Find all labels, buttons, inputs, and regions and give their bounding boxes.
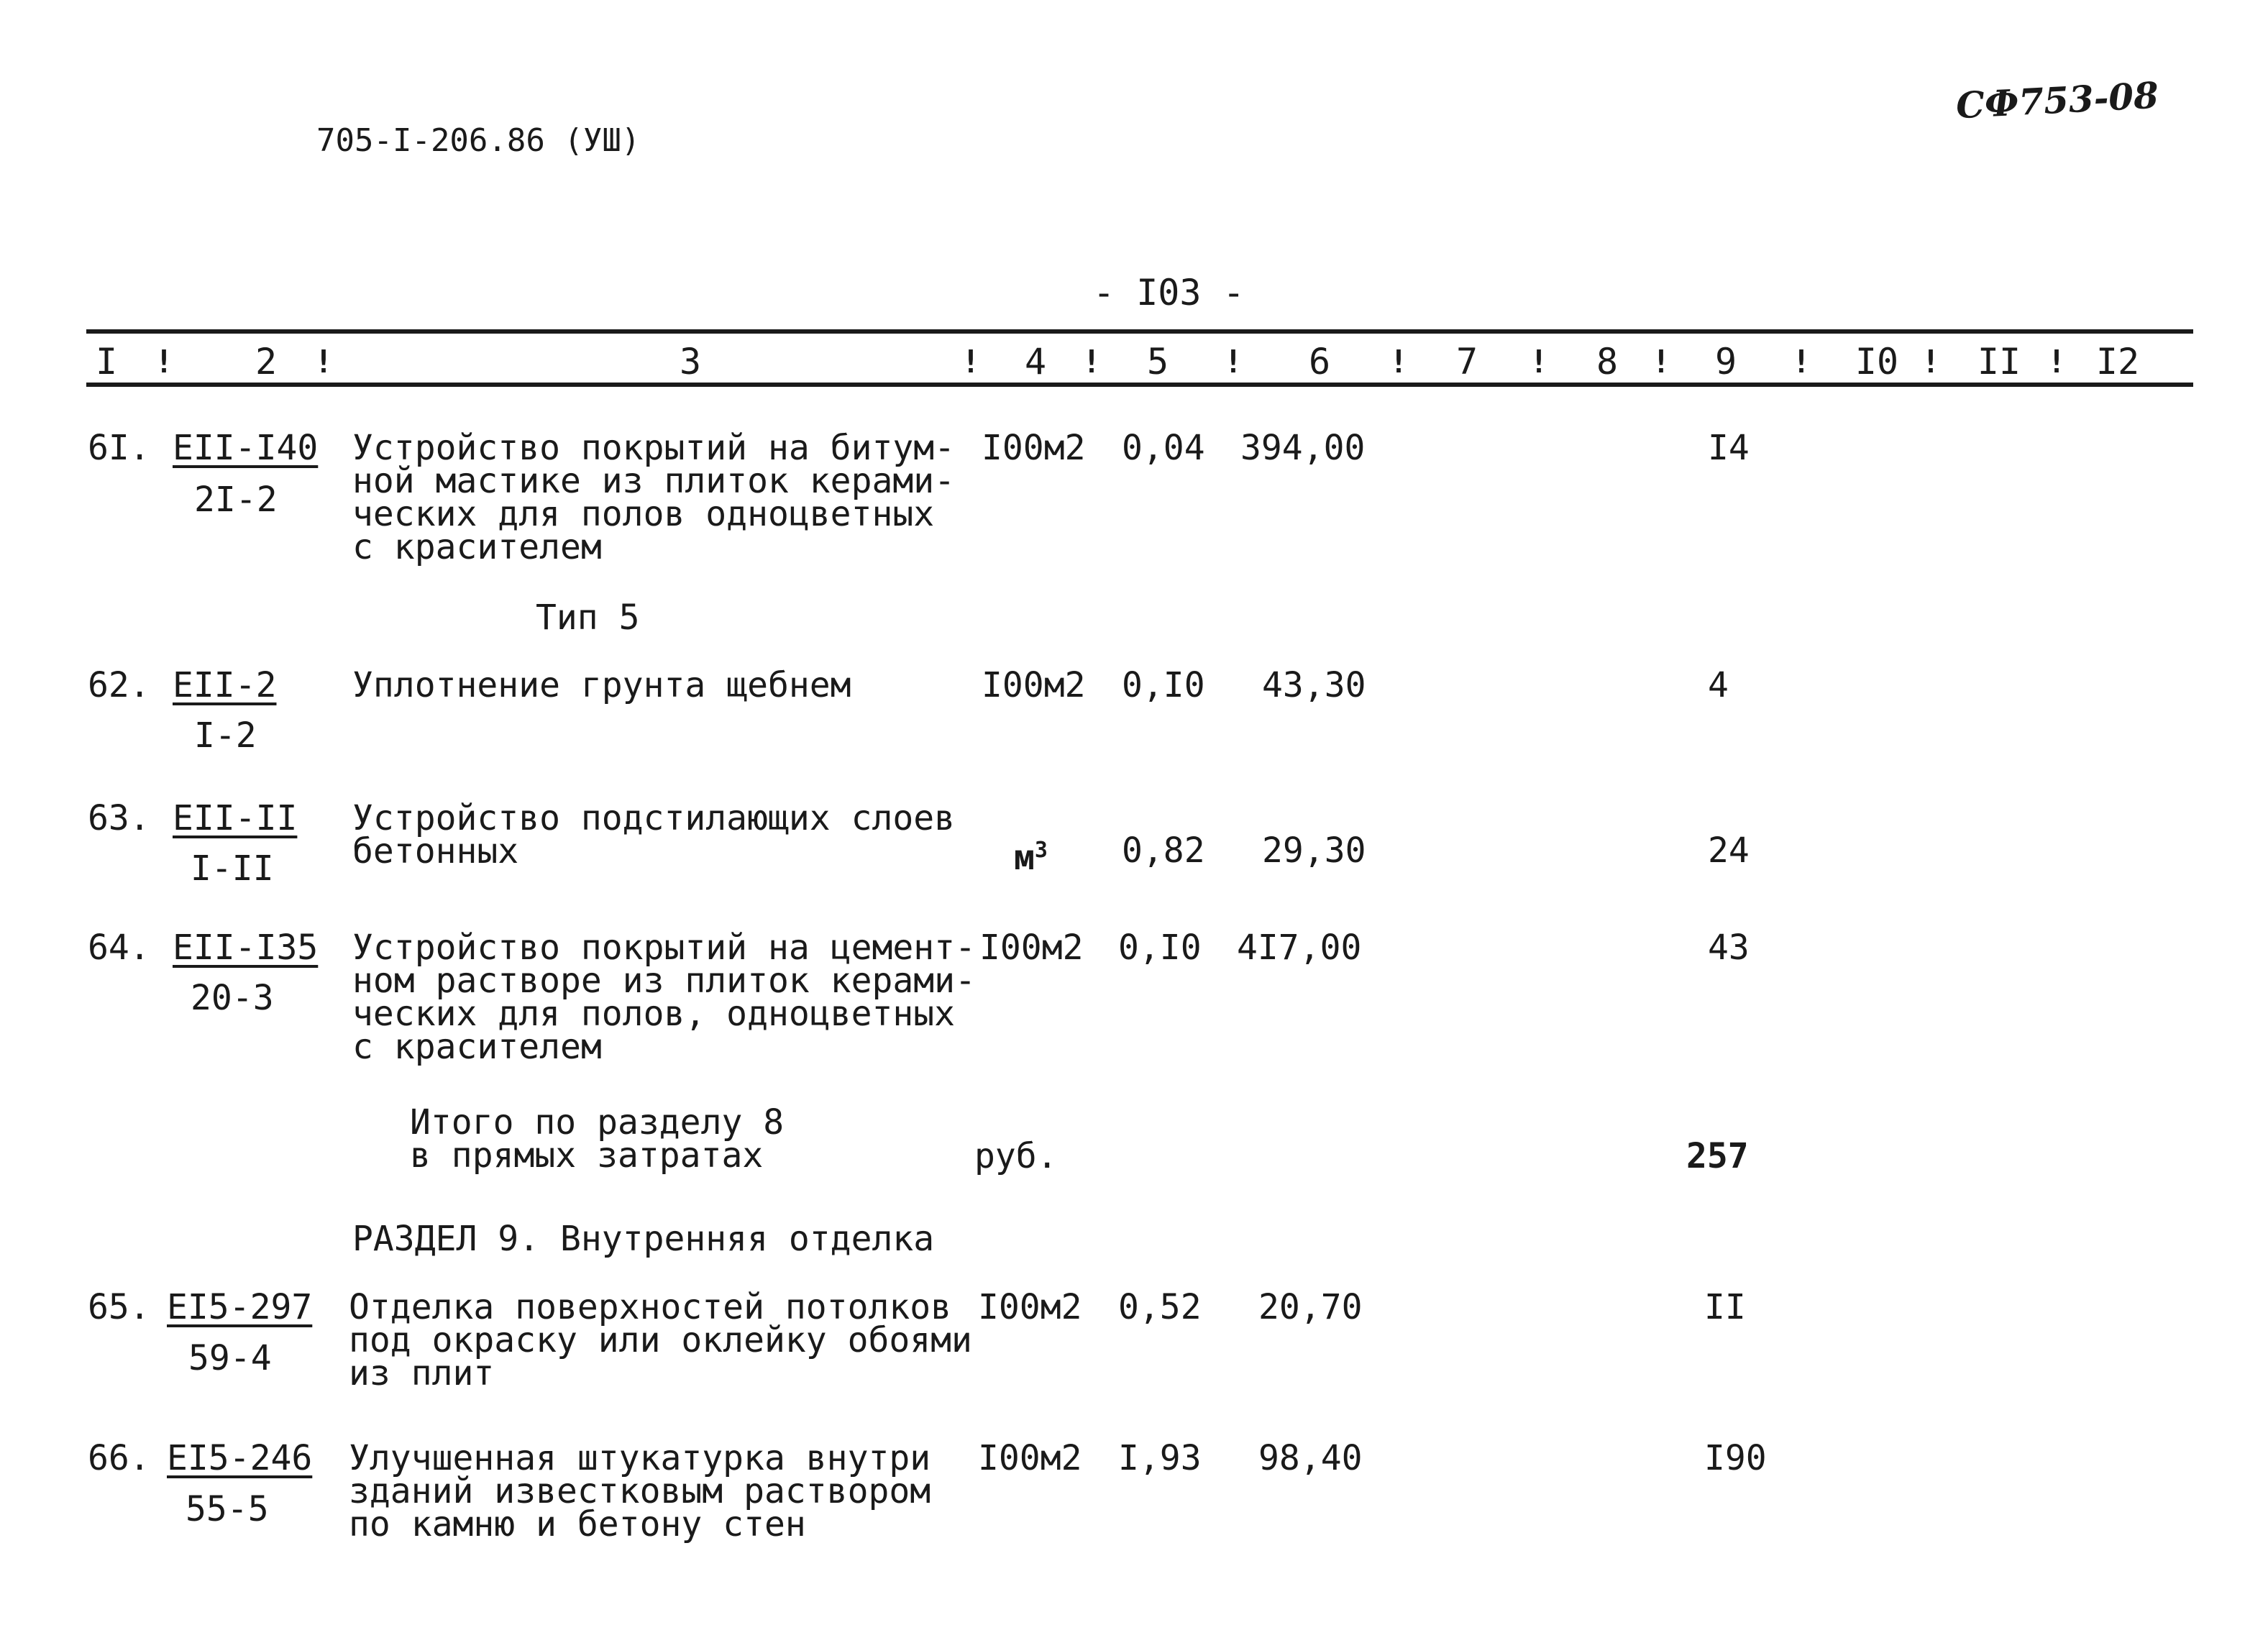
- total-cost: 4: [1708, 665, 1729, 705]
- total-cost: 24: [1708, 830, 1750, 871]
- table-top-rule: [86, 329, 2193, 334]
- rate-reference: EII-2: [173, 665, 277, 705]
- col-header-11: II: [1977, 341, 2021, 383]
- type-label: Тип 5: [536, 598, 640, 638]
- total-cost: I90: [1704, 1438, 1767, 1478]
- unit: I00м2: [978, 1287, 1082, 1327]
- section-heading: РАЗДЕЛ 9. Внутренняя отделка: [352, 1219, 935, 1259]
- col-separator: !: [1389, 344, 1409, 380]
- col-separator: !: [961, 344, 981, 380]
- unit-price: 4I7,00: [1237, 928, 1362, 968]
- rate-reference: EI5-297: [167, 1287, 313, 1327]
- col-header-1: I: [95, 341, 118, 383]
- rate-reference: EII-I40: [173, 428, 319, 468]
- quantity: 0,I0: [1118, 928, 1202, 968]
- unit-price: 29,30: [1262, 830, 1366, 871]
- quantity: 0,I0: [1122, 665, 1205, 705]
- col-header-8: 8: [1596, 341, 1619, 383]
- quantity: 0,04: [1122, 428, 1205, 468]
- rate-table-reference: I-2: [194, 715, 257, 756]
- page-number: - I03 -: [1093, 272, 1245, 313]
- row-number: 66.: [88, 1438, 150, 1478]
- rate-reference: EII-I35: [173, 928, 319, 968]
- row-number: 6I.: [88, 428, 150, 468]
- rate-table-reference: 55-5: [186, 1489, 269, 1529]
- unit-price: 394,00: [1240, 428, 1366, 468]
- row-number: 63.: [88, 798, 150, 838]
- unit-price: 20,70: [1258, 1287, 1363, 1327]
- col-separator: !: [314, 344, 334, 380]
- col-separator: !: [2047, 344, 2067, 380]
- col-separator: !: [1082, 344, 1102, 380]
- col-header-10: I0: [1855, 341, 1899, 383]
- col-header-3: 3: [679, 341, 702, 383]
- work-description: Устройство покрытий на цемент- ном растворе из плиток керами- ческих для полов, одноцветных с красителем: [352, 928, 976, 1067]
- subtotal-total: 257: [1686, 1136, 1749, 1176]
- col-separator: !: [154, 344, 174, 380]
- col-header-6: 6: [1308, 341, 1331, 383]
- subtotal-label: Итого по разделу 8 в прямых затратах: [410, 1102, 785, 1176]
- col-header-5: 5: [1146, 341, 1169, 383]
- quantity: I,93: [1118, 1438, 1202, 1478]
- row-number: 65.: [88, 1287, 150, 1327]
- rate-table-reference: I-II: [191, 848, 274, 889]
- unit: I00м2: [982, 665, 1086, 705]
- row-number: 62.: [88, 665, 150, 705]
- work-description: Устройство покрытий на битум- ной мастике из плиток керами- ческих для полов одноцветных с красителем: [352, 428, 956, 567]
- work-description: Улучшенная штукатурка внутри зданий известковым раствором по камню и бетону стен: [349, 1438, 931, 1544]
- work-description: Отделка поверхностей потолков под окраску или оклейку обоями из плит: [349, 1287, 972, 1393]
- unit-price: 43,30: [1262, 665, 1366, 705]
- table-header-rule: [86, 383, 2193, 387]
- col-separator: !: [1651, 344, 1671, 380]
- unit: I00м2: [978, 1438, 1082, 1478]
- col-header-4: 4: [1024, 341, 1047, 383]
- subtotal-unit: руб.: [974, 1136, 1058, 1176]
- col-header-2: 2: [255, 341, 278, 383]
- row-number: 64.: [88, 928, 150, 968]
- unit: I00м2: [979, 928, 1084, 968]
- col-separator: !: [1791, 344, 1811, 380]
- work-description: Устройство подстилающих слоев бетонных: [352, 798, 956, 871]
- archive-stamp: СФ753-08: [1954, 73, 2160, 127]
- unit-price: 98,40: [1258, 1438, 1363, 1478]
- rate-table-reference: 2I-2: [194, 480, 278, 520]
- total-cost: I4: [1708, 428, 1750, 468]
- col-header-7: 7: [1455, 341, 1478, 383]
- col-separator: !: [1223, 344, 1243, 380]
- unit: $м^3$: [1014, 838, 1048, 878]
- rate-table-reference: 20-3: [191, 978, 274, 1018]
- col-header-9: 9: [1714, 341, 1737, 383]
- document-code: 705-I-206.86 (УШ): [316, 122, 641, 159]
- work-description: Уплотнение грунта щебнем: [352, 665, 851, 705]
- quantity: 0,52: [1118, 1287, 1202, 1327]
- rate-reference: EII-II: [173, 798, 298, 838]
- total-cost: II: [1704, 1287, 1746, 1327]
- rate-reference: EI5-246: [167, 1438, 313, 1478]
- col-separator: !: [1529, 344, 1549, 380]
- col-header-12: I2: [2095, 341, 2140, 383]
- quantity: 0,82: [1122, 830, 1205, 871]
- rate-table-reference: 59-4: [188, 1338, 272, 1378]
- total-cost: 43: [1708, 928, 1750, 968]
- col-separator: !: [1921, 344, 1941, 380]
- unit: I00м2: [982, 428, 1086, 468]
